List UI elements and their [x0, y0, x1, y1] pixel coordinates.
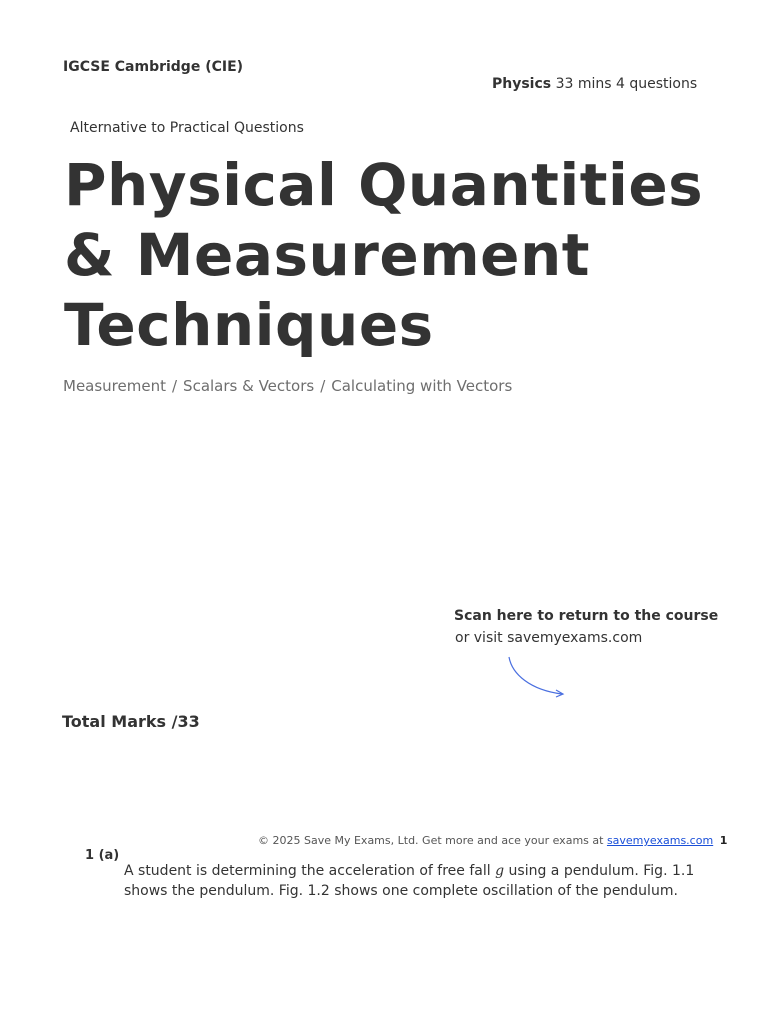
question-number: 1 (a)	[85, 848, 120, 863]
curved-arrow-icon	[500, 652, 572, 702]
total-marks: Total Marks /33	[62, 712, 200, 731]
breadcrumb-separator: /	[171, 377, 178, 395]
subject-meta	[492, 76, 697, 92]
savemyexams-link[interactable]: savemyexams.com	[606, 834, 714, 847]
page-footer	[258, 834, 727, 847]
variable-g: g	[495, 863, 505, 879]
breadcrumb-item[interactable]: Measurement	[63, 377, 166, 395]
breadcrumb-separator: /	[320, 377, 326, 395]
footer-cta: Get more and ace your exams at	[422, 834, 604, 847]
question-count: 4 questions	[616, 76, 698, 92]
page-number: 1	[719, 834, 728, 847]
title-line: Physical Quantities	[64, 151, 704, 219]
section-label: Alternative to Practical Questions	[70, 120, 304, 136]
breadcrumb	[63, 377, 512, 395]
breadcrumb-item[interactable]: Scalars & Vectors	[183, 377, 315, 395]
question-text	[124, 861, 714, 901]
scan-heading: Scan here to return to the course	[454, 608, 719, 624]
page-title	[64, 150, 744, 360]
title-line: Techniques	[64, 291, 434, 359]
title-line: & Measurement	[64, 221, 591, 289]
breadcrumb-item[interactable]: Calculating with Vectors	[331, 377, 513, 395]
subject-name: Physics	[492, 76, 552, 92]
exam-board: IGCSE Cambridge (CIE)	[63, 59, 244, 75]
scan-subtext[interactable]: or visit savemyexams.com	[455, 630, 643, 646]
question-text-part: A student is determining the acceleration of free fall	[124, 863, 491, 879]
duration: 33 mins	[555, 76, 612, 92]
question-text-part: using a pendulum. Fig. 1.1 shows the pendulum. Fig. 1.2 shows one complete oscillation of the pendulum.	[124, 863, 695, 899]
copyright: © 2025 Save My Exams, Ltd.	[258, 834, 419, 847]
